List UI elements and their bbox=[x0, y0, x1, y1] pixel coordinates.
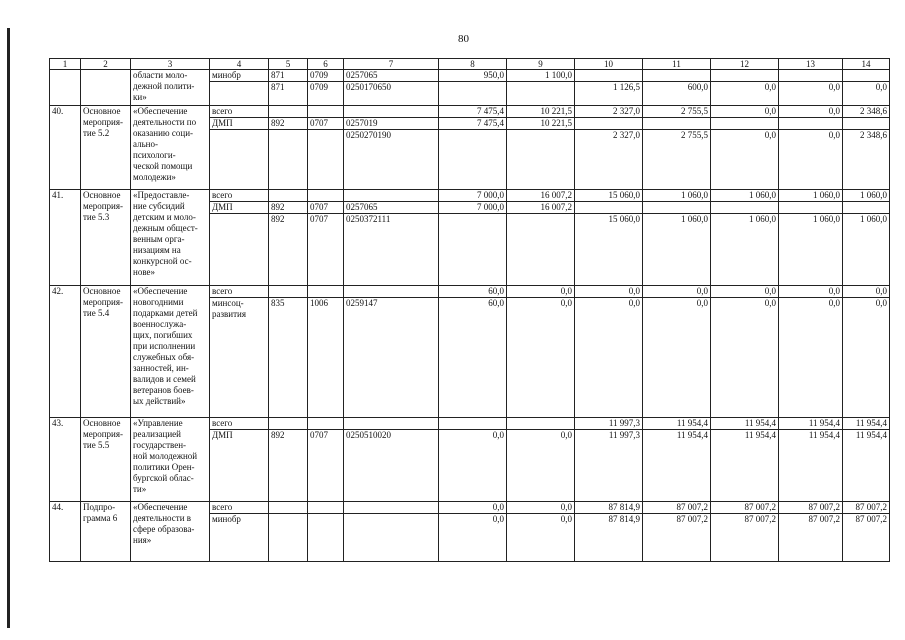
cell-line bbox=[439, 214, 506, 225]
cell-line bbox=[344, 514, 438, 525]
cell-line: 0250372111 bbox=[346, 214, 391, 224]
cell-line bbox=[269, 514, 307, 525]
column-header-8: 8 bbox=[439, 59, 507, 70]
cell-line: всего bbox=[210, 286, 268, 298]
table-row bbox=[50, 502, 890, 562]
cell-col-9 bbox=[507, 502, 575, 562]
cell-col-12 bbox=[711, 190, 779, 286]
row-number: 44. bbox=[50, 502, 81, 562]
cell-col-8 bbox=[439, 502, 507, 562]
cell-col-5 bbox=[269, 502, 308, 562]
cell-line: 0,0 bbox=[643, 286, 710, 298]
cell-line: 0709 bbox=[310, 82, 328, 92]
cell-line bbox=[308, 106, 343, 118]
table-row bbox=[50, 286, 890, 418]
cell-line: 871 bbox=[269, 70, 307, 82]
cell-line: 0,0 bbox=[843, 286, 889, 298]
cell-col-11 bbox=[643, 106, 711, 190]
cell-line: 87 007,2 bbox=[711, 502, 778, 514]
cell-line bbox=[269, 106, 307, 118]
cell-line: 0,0 bbox=[875, 298, 887, 308]
cell-col-14 bbox=[843, 106, 890, 190]
cell-line: всего bbox=[210, 106, 268, 118]
cell-line bbox=[344, 418, 438, 430]
cell-line bbox=[779, 118, 842, 130]
cell-col-5 bbox=[269, 106, 308, 190]
column-header-2: 2 bbox=[81, 59, 131, 70]
program-name: Основное мероприя- тие 5.2 bbox=[81, 106, 131, 190]
cell-line: 892 bbox=[271, 214, 285, 224]
cell-line: 0,0 bbox=[492, 430, 504, 440]
cell-col-12 bbox=[711, 286, 779, 418]
cell-line: 87 007,2 bbox=[643, 502, 710, 514]
cell-line bbox=[711, 70, 778, 82]
cell-col-10 bbox=[575, 502, 643, 562]
program-name: Подпро- грамма 6 bbox=[81, 502, 131, 562]
cell-line: 0,0 bbox=[828, 298, 840, 308]
cell-line: 10 221,5 bbox=[507, 106, 574, 118]
cell-col-13 bbox=[779, 106, 843, 190]
cell-line bbox=[711, 202, 778, 214]
cell-col-6 bbox=[308, 106, 344, 190]
program-name: Основное мероприя- тие 5.4 bbox=[81, 286, 131, 418]
cell-line bbox=[643, 118, 710, 130]
page-number: 80 bbox=[458, 33, 469, 45]
cell-line: 11 954,4 bbox=[855, 430, 887, 440]
cell-line bbox=[507, 418, 574, 430]
cell-line: 0,0 bbox=[875, 82, 887, 92]
cell-line bbox=[843, 118, 889, 130]
cell-line: 0,0 bbox=[560, 514, 572, 524]
cell-line: 2 755,5 bbox=[681, 130, 708, 140]
page-edge-bar bbox=[7, 28, 10, 628]
column-header-5: 5 bbox=[269, 59, 308, 70]
cell-line bbox=[643, 70, 710, 82]
cell-line: 60,0 bbox=[488, 298, 504, 308]
cell-col-4 bbox=[210, 418, 269, 502]
cell-line: 0707 bbox=[308, 202, 343, 214]
cell-line: 0257019 bbox=[344, 118, 438, 130]
cell-line: 1 060,0 bbox=[813, 214, 840, 224]
cell-line: 1 126,5 bbox=[613, 82, 640, 92]
cell-line: 1 060,0 bbox=[843, 190, 889, 202]
cell-line: 2 327,0 bbox=[575, 106, 642, 118]
cell-line bbox=[575, 202, 642, 214]
cell-col-7 bbox=[344, 70, 439, 106]
measure-description: «Обеспечение деятельности по оказанию соци- ально- психологи- ческой помощи молодежи» bbox=[131, 106, 210, 190]
cell-col-8 bbox=[439, 418, 507, 502]
cell-line: 1006 bbox=[310, 298, 328, 308]
cell-line: 11 954,4 bbox=[744, 430, 776, 440]
cell-line bbox=[269, 502, 307, 514]
cell-line bbox=[308, 286, 343, 298]
cell-col-6 bbox=[308, 190, 344, 286]
cell-line bbox=[308, 190, 343, 202]
cell-line: 0,0 bbox=[779, 286, 842, 298]
cell-line bbox=[507, 214, 574, 225]
measure-description: «Обеспечение новогодними подарками детей военнослужа- щих, погибших при исполнении служебных обя- занностей, ин- валидов и семей ветеранов боев- ых действий» bbox=[131, 286, 210, 418]
cell-line bbox=[210, 214, 268, 225]
cell-col-14 bbox=[843, 190, 890, 286]
cell-line: 2 348,6 bbox=[860, 130, 887, 140]
cell-line: ДМП bbox=[212, 430, 233, 440]
cell-col-10 bbox=[575, 190, 643, 286]
cell-line: 0250170650 bbox=[346, 82, 391, 92]
cell-line: 11 954,4 bbox=[808, 430, 840, 440]
cell-col-13 bbox=[779, 286, 843, 418]
cell-col-5 bbox=[269, 418, 308, 502]
row-number: 40. bbox=[50, 106, 81, 190]
table-row bbox=[50, 418, 890, 502]
cell-line: 15 060,0 bbox=[575, 190, 642, 202]
column-header-13: 13 bbox=[779, 59, 843, 70]
cell-line: 7 000,0 bbox=[439, 190, 506, 202]
cell-line: 2 348,6 bbox=[843, 106, 889, 118]
cell-col-12 bbox=[711, 106, 779, 190]
cell-line: всего bbox=[210, 502, 268, 514]
cell-col-10 bbox=[575, 286, 643, 418]
cell-col-5 bbox=[269, 190, 308, 286]
budget-table bbox=[49, 58, 890, 562]
cell-line: 87 814,9 bbox=[575, 502, 642, 514]
cell-line: 11 997,3 bbox=[575, 418, 642, 430]
cell-col-14 bbox=[843, 502, 890, 562]
cell-line bbox=[575, 70, 642, 82]
cell-line bbox=[439, 418, 506, 430]
cell-line: 0707 bbox=[310, 430, 328, 440]
cell-line: 0,0 bbox=[628, 298, 640, 308]
cell-line: 0,0 bbox=[575, 286, 642, 298]
cell-col-10 bbox=[575, 106, 643, 190]
cell-line: 87 007,2 bbox=[808, 514, 840, 524]
cell-line: минсоц- развития bbox=[212, 298, 247, 319]
cell-line: 835 bbox=[271, 298, 285, 308]
cell-line: 0,0 bbox=[507, 286, 574, 298]
cell-line bbox=[344, 502, 438, 514]
cell-line: минобр bbox=[212, 514, 241, 524]
cell-line: 0707 bbox=[308, 118, 343, 130]
cell-line: 87 007,2 bbox=[676, 514, 708, 524]
row-number bbox=[50, 70, 81, 106]
header-row bbox=[50, 59, 890, 70]
cell-col-7 bbox=[344, 418, 439, 502]
cell-line: 15 060,0 bbox=[608, 214, 640, 224]
cell-line bbox=[210, 130, 268, 141]
cell-line: 0707 bbox=[310, 214, 328, 224]
cell-col-9 bbox=[507, 418, 575, 502]
cell-line: 0257065 bbox=[344, 70, 438, 82]
cell-col-13 bbox=[779, 502, 843, 562]
cell-line: 0,0 bbox=[560, 298, 572, 308]
row-number: 41. bbox=[50, 190, 81, 286]
row-number: 42. bbox=[50, 286, 81, 418]
cell-line bbox=[779, 70, 842, 82]
cell-line bbox=[269, 190, 307, 202]
cell-line bbox=[308, 502, 343, 514]
cell-col-9 bbox=[507, 286, 575, 418]
cell-line: 0,0 bbox=[711, 106, 778, 118]
cell-line: 892 bbox=[269, 202, 307, 214]
cell-line: 1 100,0 bbox=[507, 70, 574, 82]
cell-col-6 bbox=[308, 502, 344, 562]
cell-col-11 bbox=[643, 418, 711, 502]
cell-col-11 bbox=[643, 70, 711, 106]
measure-description: «Управление реализацией государствен- ной молодежной политики Орен- бургской облас- ти» bbox=[131, 418, 210, 502]
table-row bbox=[50, 190, 890, 286]
cell-col-10 bbox=[575, 70, 643, 106]
cell-col-8 bbox=[439, 190, 507, 286]
cell-line: 0,0 bbox=[711, 286, 778, 298]
cell-line: 0,0 bbox=[492, 514, 504, 524]
cell-line bbox=[308, 514, 343, 525]
column-header-12: 12 bbox=[711, 59, 779, 70]
cell-col-11 bbox=[643, 502, 711, 562]
cell-line: 0250510020 bbox=[346, 430, 391, 440]
cell-col-4 bbox=[210, 502, 269, 562]
cell-line: 11 954,4 bbox=[643, 418, 710, 430]
cell-line bbox=[269, 286, 307, 298]
cell-col-5 bbox=[269, 70, 308, 106]
cell-line: 2 327,0 bbox=[613, 130, 640, 140]
cell-line: 7 475,4 bbox=[439, 118, 506, 130]
program-name: Основное мероприя- тие 5.3 bbox=[81, 190, 131, 286]
cell-line: всего bbox=[210, 190, 268, 202]
cell-col-7 bbox=[344, 190, 439, 286]
row-number: 43. bbox=[50, 418, 81, 502]
cell-line: 87 007,2 bbox=[744, 514, 776, 524]
cell-line: 87 007,2 bbox=[843, 502, 889, 514]
cell-col-4 bbox=[210, 190, 269, 286]
cell-col-12 bbox=[711, 502, 779, 562]
program-name: Основное мероприя- тие 5.5 bbox=[81, 418, 131, 502]
cell-col-14 bbox=[843, 286, 890, 418]
cell-line: 11 954,4 bbox=[711, 418, 778, 430]
measure-description: «Предоставле- ние субсидий детским и моло- дежным общест- венным орга- низациям на конкурсной ос- нове» bbox=[131, 190, 210, 286]
cell-line: 11 954,4 bbox=[779, 418, 842, 430]
cell-line: 87 007,2 bbox=[779, 502, 842, 514]
cell-line bbox=[269, 418, 307, 430]
cell-line: минобр bbox=[210, 70, 268, 82]
cell-col-9 bbox=[507, 190, 575, 286]
cell-line: 0,0 bbox=[696, 298, 708, 308]
cell-line: 0259147 bbox=[346, 298, 378, 308]
cell-line: 7 000,0 bbox=[439, 202, 506, 214]
cell-line: 0,0 bbox=[507, 502, 574, 514]
cell-line: 950,0 bbox=[439, 70, 506, 82]
cell-line: 0,0 bbox=[779, 106, 842, 118]
cell-line: 87 007,2 bbox=[855, 514, 887, 524]
column-header-3: 3 bbox=[131, 59, 210, 70]
cell-line bbox=[843, 70, 889, 82]
column-header-4: 4 bbox=[210, 59, 269, 70]
cell-line: ДМП bbox=[210, 202, 268, 214]
column-header-11: 11 bbox=[643, 59, 711, 70]
cell-line: 0,0 bbox=[764, 130, 776, 140]
cell-line: 16 007,2 bbox=[507, 190, 574, 202]
cell-line bbox=[210, 82, 268, 93]
cell-col-6 bbox=[308, 418, 344, 502]
cell-col-4 bbox=[210, 286, 269, 418]
cell-line bbox=[575, 118, 642, 130]
cell-line: 0,0 bbox=[764, 298, 776, 308]
cell-line: ДМП bbox=[210, 118, 268, 130]
program-name bbox=[81, 70, 131, 106]
cell-line bbox=[344, 190, 438, 202]
cell-col-4 bbox=[210, 70, 269, 106]
cell-col-4 bbox=[210, 106, 269, 190]
cell-line: 892 bbox=[269, 118, 307, 130]
cell-col-11 bbox=[643, 190, 711, 286]
column-header-1: 1 bbox=[50, 59, 81, 70]
cell-col-7 bbox=[344, 286, 439, 418]
cell-col-6 bbox=[308, 286, 344, 418]
cell-line bbox=[643, 202, 710, 214]
cell-line bbox=[711, 118, 778, 130]
cell-col-11 bbox=[643, 286, 711, 418]
cell-line: 1 060,0 bbox=[711, 190, 778, 202]
cell-line bbox=[779, 202, 842, 214]
cell-line: всего bbox=[210, 418, 268, 430]
column-header-14: 14 bbox=[843, 59, 890, 70]
cell-col-12 bbox=[711, 418, 779, 502]
cell-line bbox=[843, 202, 889, 214]
table-row bbox=[50, 106, 890, 190]
cell-col-13 bbox=[779, 70, 843, 106]
cell-col-13 bbox=[779, 190, 843, 286]
column-header-9: 9 bbox=[507, 59, 575, 70]
cell-line: 1 060,0 bbox=[643, 190, 710, 202]
cell-col-14 bbox=[843, 418, 890, 502]
cell-line: 60,0 bbox=[439, 286, 506, 298]
cell-line: 2 755,5 bbox=[643, 106, 710, 118]
column-header-6: 6 bbox=[308, 59, 344, 70]
cell-col-7 bbox=[344, 502, 439, 562]
cell-line: 11 954,4 bbox=[843, 418, 889, 430]
column-header-10: 10 bbox=[575, 59, 643, 70]
cell-line bbox=[308, 418, 343, 430]
cell-line bbox=[439, 82, 506, 93]
cell-line: 0,0 bbox=[560, 430, 572, 440]
cell-line: 16 007,2 bbox=[507, 202, 574, 214]
measure-description: «Обеспечение деятельности в сфере образова- ния» bbox=[131, 502, 210, 562]
cell-line: 10 221,5 bbox=[507, 118, 574, 130]
cell-col-13 bbox=[779, 418, 843, 502]
cell-line: 1 060,0 bbox=[860, 214, 887, 224]
cell-line bbox=[344, 286, 438, 298]
cell-line bbox=[308, 130, 343, 141]
cell-col-8 bbox=[439, 70, 507, 106]
cell-line: 0,0 bbox=[828, 130, 840, 140]
cell-line bbox=[269, 130, 307, 141]
cell-line bbox=[507, 130, 574, 141]
cell-col-10 bbox=[575, 418, 643, 502]
cell-col-5 bbox=[269, 286, 308, 418]
cell-line: 0709 bbox=[308, 70, 343, 82]
cell-line: 1 060,0 bbox=[779, 190, 842, 202]
cell-col-8 bbox=[439, 286, 507, 418]
cell-line: 0,0 bbox=[439, 502, 506, 514]
cell-line: 1 060,0 bbox=[749, 214, 776, 224]
cell-col-7 bbox=[344, 106, 439, 190]
cell-col-9 bbox=[507, 70, 575, 106]
cell-col-8 bbox=[439, 106, 507, 190]
column-header-7: 7 bbox=[344, 59, 439, 70]
cell-line bbox=[344, 106, 438, 118]
cell-col-14 bbox=[843, 70, 890, 106]
cell-line bbox=[507, 82, 574, 93]
measure-description: области моло- дежной полити- ки» bbox=[131, 70, 210, 106]
cell-line: 87 814,9 bbox=[608, 514, 640, 524]
cell-line: 0257065 bbox=[344, 202, 438, 214]
cell-line: 11 954,4 bbox=[676, 430, 708, 440]
cell-line bbox=[439, 130, 506, 141]
cell-col-12 bbox=[711, 70, 779, 106]
table-row bbox=[50, 70, 890, 106]
cell-line: 892 bbox=[271, 430, 285, 440]
cell-line: 871 bbox=[271, 82, 285, 92]
cell-line: 11 997,3 bbox=[608, 430, 640, 440]
cell-line: 1 060,0 bbox=[681, 214, 708, 224]
cell-col-6 bbox=[308, 70, 344, 106]
cell-line: 7 475,4 bbox=[439, 106, 506, 118]
cell-line: 0,0 bbox=[828, 82, 840, 92]
cell-line: 0250270190 bbox=[346, 130, 391, 140]
cell-line: 0,0 bbox=[764, 82, 776, 92]
cell-line: 600,0 bbox=[687, 82, 708, 92]
cell-col-9 bbox=[507, 106, 575, 190]
